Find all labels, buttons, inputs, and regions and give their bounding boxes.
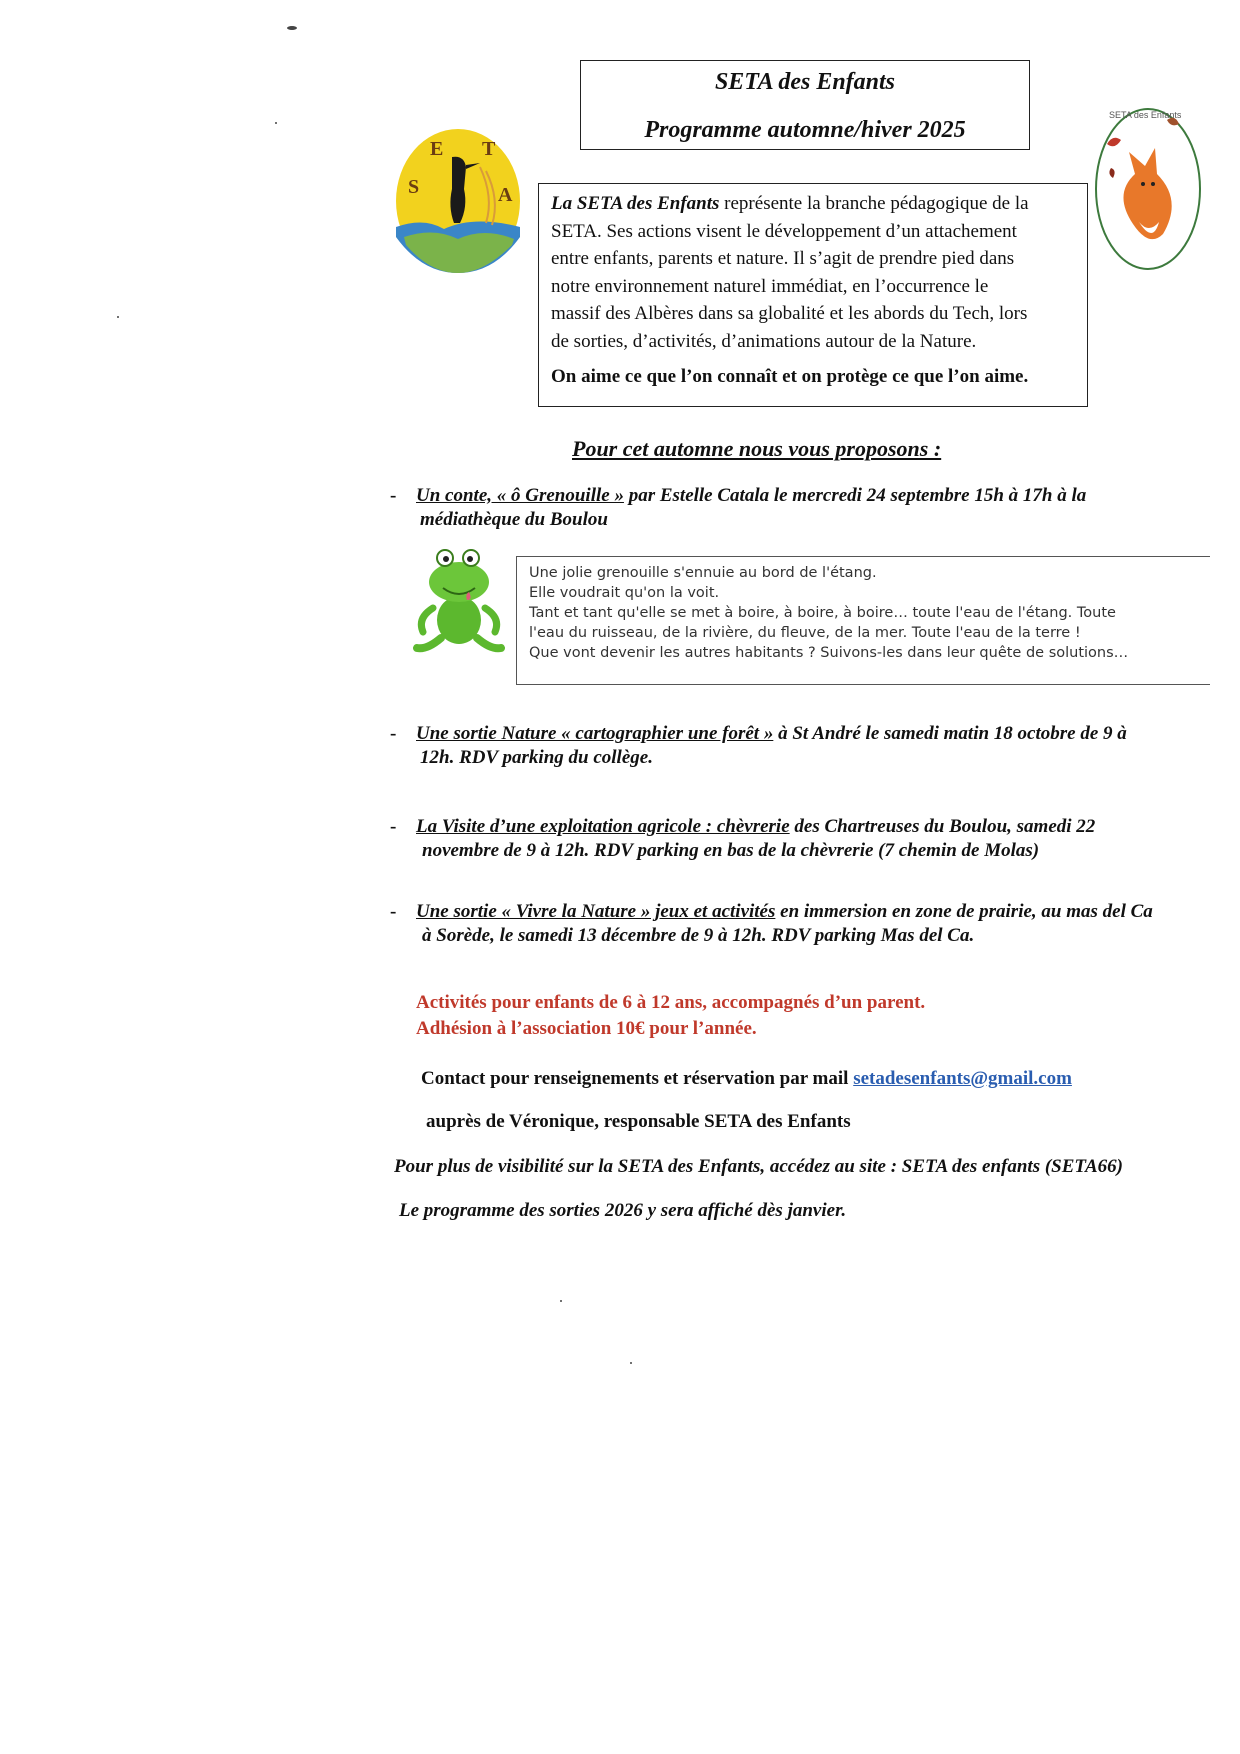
item-title: Une sortie Nature « cartographier une forêt » — [416, 723, 774, 744]
scan-speck — [275, 122, 277, 124]
program-info: Le programme des sorties 2026 y sera affiché dès janvier. — [399, 1200, 847, 1221]
fox-logo-lettering: SETA des Enfants — [1109, 110, 1182, 120]
logo-letter: T — [482, 138, 496, 160]
story-line: Une jolie grenouille s'ennuie au bord de l'étang. — [529, 565, 877, 581]
story-line: l'eau du ruisseau, de la rivière, du fleuve, de la mer. Toute l'eau de la terre ! — [529, 625, 1081, 641]
story-line: Tant et tant qu'elle se met à boire, à boire, à boire… toute l'eau de l'étang. Toute — [529, 605, 1116, 621]
item-details-line2: 12h. RDV parking du collège. — [420, 747, 653, 768]
intro-line: de sorties, d’activités, d’animations autour de la Nature. — [551, 330, 977, 352]
scan-speck — [630, 1362, 632, 1364]
item-dash: - — [390, 816, 397, 837]
page-title: SETA des Enfants — [714, 69, 896, 95]
intro-line: notre environnement naturel immédiat, en l’occurrence le — [551, 275, 989, 297]
item-details-line2: à Sorède, le samedi 13 décembre de 9 à 12h. RDV parking Mas del Ca. — [422, 925, 975, 946]
title-box — [580, 60, 1030, 150]
intro-line: représente la branche pédagogique de la — [719, 193, 1029, 214]
item-dash: - — [390, 901, 397, 922]
page-subtitle: Programme automne/hiver 2025 — [644, 117, 966, 143]
intro-line: massif des Albères dans sa globalité et les abords du Tech, lors — [551, 303, 1028, 324]
intro-lead: La SETA des Enfants — [551, 193, 720, 214]
section-title: Pour cet automne nous vous proposons : — [572, 436, 942, 461]
item-details: des Chartreuses du Boulou, samedi 22 — [789, 816, 1096, 837]
story-line: Que vont devenir les autres habitants ? Suivons-les dans leur quête de solutions… — [529, 645, 1129, 661]
activity-item — [390, 815, 1096, 863]
contact-line — [421, 1068, 1072, 1090]
logo-letter: E — [430, 138, 444, 160]
story-line: Elle voudrait qu'on la voit. — [529, 585, 720, 601]
intro-paragraph — [551, 190, 1075, 355]
activity-item — [390, 484, 1087, 532]
intro-line: SETA. Ses actions visent le développement d’un attachement — [551, 220, 1017, 242]
item-dash: - — [390, 485, 397, 506]
contact-text: Contact pour renseignements et réservation par mail — [421, 1068, 854, 1089]
intro-box — [538, 183, 1088, 407]
membership-note: Adhésion à l’association 10€ pour l’année. — [416, 1018, 757, 1039]
seta-enfants-fox-logo — [1093, 104, 1203, 274]
item-dash: - — [390, 723, 397, 744]
scan-speck — [560, 1300, 562, 1302]
contact-person: auprès de Véronique, responsable SETA des Enfants — [426, 1111, 851, 1132]
item-details: en immersion en zone de prairie, au mas del Ca — [775, 901, 1153, 922]
scan-speck — [117, 316, 119, 318]
contact-email-link[interactable]: setadesenfants@gmail.com — [853, 1068, 1072, 1089]
item-title: Un conte, « ô Grenouille » — [416, 485, 624, 506]
scan-speck — [287, 26, 297, 30]
item-details-line2: novembre de 9 à 12h. RDV parking en bas de la chèvrerie (7 chemin de Molas) — [422, 840, 1040, 861]
item-details-line2: médiathèque du Boulou — [420, 509, 608, 530]
item-title: La Visite d’une exploitation agricole : chèvrerie — [416, 816, 790, 837]
activity-item — [390, 722, 1127, 770]
logo-letter: S — [408, 176, 420, 198]
logo-letter: A — [498, 184, 513, 206]
story-box — [516, 556, 1210, 685]
intro-line: entre enfants, parents et nature. Il s’agit de prendre pied dans — [551, 248, 1015, 269]
item-title: Une sortie « Vivre la Nature » jeux et activités — [416, 901, 776, 922]
intro-motto: On aime ce que l’on connaît et on protège ce que l’on aime. — [551, 366, 1029, 387]
frog-illustration — [413, 548, 505, 654]
site-info: Pour plus de visibilité sur la SETA des Enfants, accédez au site : SETA des enfants (SETA66) — [394, 1156, 1123, 1177]
item-details: par Estelle Catala le mercredi 24 septembre 15h à 17h à la — [623, 485, 1087, 506]
age-note: Activités pour enfants de 6 à 12 ans, accompagnés d’un parent. — [416, 992, 926, 1013]
seta-logo — [394, 127, 522, 275]
activity-item — [390, 900, 1153, 948]
item-details: à St André le samedi matin 18 octobre de 9 à — [773, 723, 1127, 744]
